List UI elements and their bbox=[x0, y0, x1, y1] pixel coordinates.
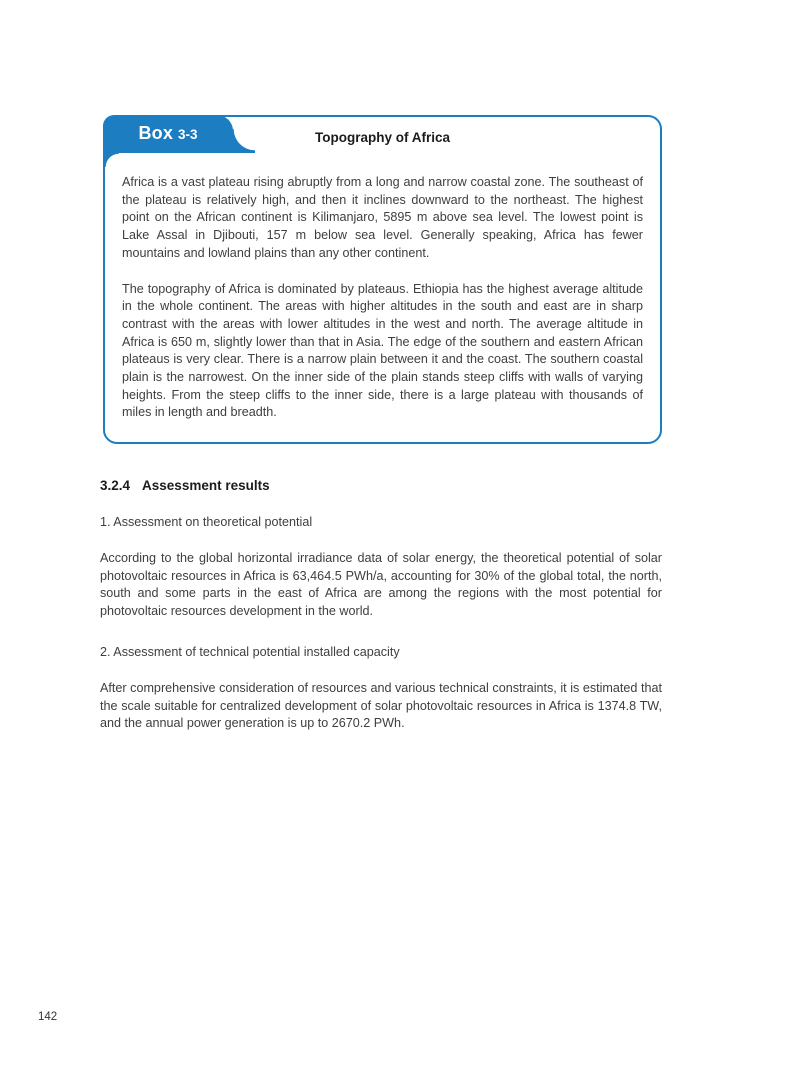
subsection-body: According to the global horizontal irradiance data of solar energy, the theoretical potential of solar photovoltaic resources in Africa is 63,464.5 PWh/a, accounting for 30% of the global total, the north, south and some parts in the east of Africa are among the regions with the most potential for photovoltaic resources development in the world. bbox=[100, 551, 662, 619]
section-heading-text: Assessment results bbox=[142, 478, 270, 493]
subsection-label: 1. Assessment on theoretical potential bbox=[100, 515, 313, 529]
assessment-results-section bbox=[100, 478, 662, 733]
subsection-body: After comprehensive consideration of resources and various technical constraints, it is estimated that the scale suitable for centralized development of solar photovoltaic resources in Africa is 1374.8 TW, and the annual power generation is up to 2670.2 PWh. bbox=[100, 680, 662, 731]
box-tab-label: Box bbox=[138, 123, 174, 143]
box-paragraph: The topography of Africa is dominated by plateaus. Ethiopia has the highest average altitude in the whole continent. The areas with higher altitudes in the south and east are in sharp contrast with the areas with lower altitudes in the west and north. The average altitude in Africa is 650 m, slightly lower than that in Asia. The edge of the southern and eastern African plateaus is very clear. There is a narrow plain between it and the coast. The southern coastal plain is the narrowest. On the inner side of the plain stands steep cliffs with walls of varying heights. From the steep cliffs to the inner side, there is a large plateau with thousands of miles in length and breadth. bbox=[122, 281, 643, 420]
box-tab bbox=[103, 115, 233, 153]
box-paragraph: Africa is a vast plateau rising abruptly from a long and narrow coastal zone. The southeast of the plateau is relatively high, and then it inclines downward to the northeast. The highest point on the African continent is Kilimanjaro, 5895 m above sea level. The lowest point is Lake Assal in Djibouti, 157 m below sea level. Generally speaking, Africa has fewer mountains and lowland plains than any other continent. bbox=[122, 175, 643, 260]
info-box-header bbox=[105, 117, 660, 157]
info-box bbox=[103, 115, 662, 444]
section-heading-number: 3.2.4 bbox=[100, 478, 131, 493]
subsection-label: 2. Assessment of technical potential installed capacity bbox=[100, 644, 400, 659]
page-number: 142 bbox=[38, 1011, 58, 1023]
box-title: Topography of Africa bbox=[315, 130, 450, 145]
box-body bbox=[105, 157, 660, 442]
section-heading bbox=[100, 478, 662, 494]
box-tab-number: 3-3 bbox=[178, 127, 198, 142]
